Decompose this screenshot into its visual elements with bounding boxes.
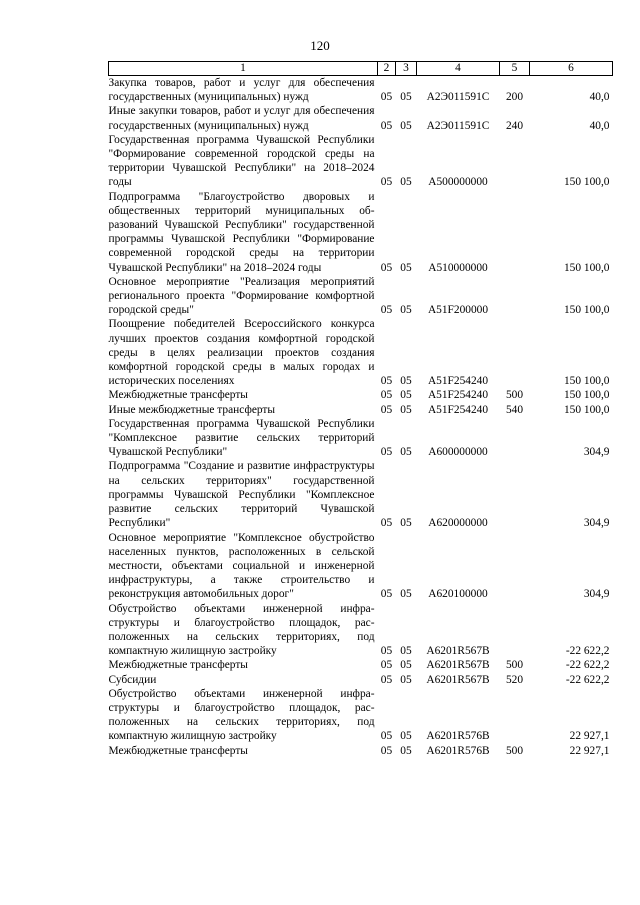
row-section: 05 [380, 261, 393, 274]
row-name: Обустройство объектами инженерной инфраструктуры и благоустройство площадок, расположенных на сельских территориях, под компактную жилищную застройку [108, 687, 375, 743]
row-target-article: А600000000 [428, 446, 488, 459]
row-name: Подпрограмма "Создание и развитие инфраструктуры на сельских территориях" государственной программы Чувашской Республики "Комплексное развитие сельских территорий Чувашской Республики" [108, 460, 375, 530]
header-col-1: 1 [109, 62, 378, 76]
row-name: Закупка товаров, работ и услуг для обеспечения государственных (муниципальных) нужд [108, 77, 375, 104]
row-subsection: 05 [400, 446, 412, 459]
row-expense-type: 500 [505, 389, 524, 402]
row-amount: 40,0 [589, 91, 610, 104]
row-subsection: 05 [400, 645, 412, 658]
row-section: 05 [380, 119, 393, 132]
row-amount: 150 100,0 [563, 176, 610, 189]
row-subsection: 05 [400, 119, 412, 132]
row-subsection: 05 [400, 659, 412, 672]
row-target-article: А6201R576В [426, 744, 490, 757]
row-expense-type: 240 [505, 119, 524, 132]
row-expense-type [500, 687, 530, 744]
row-expense-type [500, 417, 530, 460]
row-amount: 150 100,0 [563, 304, 610, 317]
row-subsection: 05 [400, 176, 412, 189]
row-target-article: А6201R567В [426, 645, 490, 658]
row-amount: 150 100,0 [563, 261, 610, 274]
row-expense-type: 540 [505, 403, 524, 416]
row-subsection: 05 [400, 673, 412, 686]
row-amount: 150 100,0 [563, 389, 610, 402]
row-name: Подпрограмма "Благоустройство дворовых и общественных территорий муниципальных образований Чувашской Республики" государственной программы Чувашской Республики "Формирование современной городской среды на территории Чувашской Республики" на 2018–2024 годы [108, 190, 375, 274]
row-section: 05 [380, 645, 393, 658]
row-name: Основное мероприятие "Комплексное обустройство населенных пунктов, расположенных в сельской местности, объектами социальной и инженерной инфраструктуры, а также строительство и реконструкция автомобильных дорог" [108, 531, 375, 601]
row-subsection: 05 [400, 91, 412, 104]
row-expense-type: 500 [505, 744, 524, 757]
row-subsection: 05 [400, 403, 412, 416]
row-amount: 150 100,0 [563, 403, 610, 416]
row-name: Межбюджетные трансферты [108, 744, 248, 757]
table-row [109, 658, 613, 672]
row-amount: 22 927,1 [569, 730, 610, 743]
row-name: Межбюджетные трансферты [108, 659, 248, 672]
table-row [109, 133, 613, 190]
row-section: 05 [380, 403, 393, 416]
row-amount: 22 927,1 [569, 744, 610, 757]
row-name: Субсидии [108, 673, 157, 686]
row-expense-type [500, 133, 530, 190]
row-section: 05 [380, 673, 393, 686]
table-row [109, 190, 613, 275]
row-subsection: 05 [400, 730, 412, 743]
row-amount: 304,9 [583, 446, 610, 459]
row-section: 05 [380, 446, 393, 459]
row-amount: 150 100,0 [563, 375, 610, 388]
header-col-3: 3 [396, 62, 417, 76]
row-expense-type [500, 602, 530, 659]
row-section: 05 [380, 389, 393, 402]
table-header-row [109, 62, 613, 76]
row-expense-type [500, 275, 530, 318]
row-target-article: А51F200000 [427, 304, 489, 317]
row-name: Основное мероприятие "Реализация мероприятий регионального проекта "Формирование комфортной городской среды" [108, 275, 375, 317]
row-section: 05 [380, 304, 393, 317]
row-target-article: А500000000 [428, 176, 488, 189]
row-subsection: 05 [400, 588, 412, 601]
row-amount: 40,0 [589, 119, 610, 132]
row-target-article: А6201R567В [426, 659, 490, 672]
row-name: Поощрение победителей Всероссийского конкурса лучших проектов создания комфортной городской среды в целях реализации проектов создания комфортной городской среды в малых городах и исторических поселениях [108, 318, 375, 388]
row-name: Иные межбюджетные трансферты [108, 403, 276, 416]
table-row [109, 673, 613, 687]
table-row [109, 687, 613, 744]
table-body [109, 76, 613, 758]
row-amount: -22 622,2 [565, 673, 610, 686]
row-expense-type [500, 459, 530, 530]
row-subsection: 05 [400, 375, 412, 388]
row-section: 05 [380, 744, 393, 757]
row-amount: 304,9 [583, 588, 610, 601]
table-row [109, 744, 613, 758]
row-name: Государственная программа Чувашской Республики "Комплексное развитие сельских территорий Чувашской Республики" [108, 417, 375, 459]
row-subsection: 05 [400, 744, 412, 757]
row-expense-type [500, 531, 530, 602]
row-section: 05 [380, 517, 393, 530]
table-row [109, 104, 613, 132]
page-number: 120 [310, 38, 330, 53]
row-name: Обустройство объектами инженерной инфраструктуры и благоустройство площадок, расположенных на сельских территориях, под компактную жилищную застройку [108, 602, 375, 658]
table-row [109, 459, 613, 530]
row-target-article: А510000000 [428, 261, 488, 274]
table-row [109, 76, 613, 105]
row-expense-type: 200 [505, 91, 524, 104]
row-target-article: А51F254240 [427, 403, 489, 416]
row-target-article: А620000000 [428, 517, 488, 530]
row-name: Государственная программа Чувашской Республики "Формирование современной городской среды на территории Чувашской Республики" на 2018–2024 годы [108, 133, 375, 189]
row-target-article: А2Э011591С [426, 91, 490, 104]
header-col-6: 6 [530, 62, 613, 76]
header-col-4: 4 [417, 62, 500, 76]
table-row [109, 403, 613, 417]
row-subsection: 05 [400, 304, 412, 317]
row-target-article: А620100000 [428, 588, 488, 601]
row-section: 05 [380, 588, 393, 601]
row-name: Межбюджетные трансферты [108, 389, 248, 402]
row-subsection: 05 [400, 517, 412, 530]
row-amount: -22 622,2 [565, 645, 610, 658]
table-row [109, 317, 613, 388]
row-expense-type [500, 317, 530, 388]
row-name: Иные закупки товаров, работ и услуг для обеспечения государственных (муниципальных) нужд [108, 105, 375, 132]
budget-table [108, 61, 613, 758]
table-row [109, 602, 613, 659]
table-row [109, 275, 613, 318]
row-section: 05 [380, 659, 393, 672]
row-target-article: А6201R576В [426, 730, 490, 743]
row-amount: 304,9 [583, 517, 610, 530]
header-col-5: 5 [500, 62, 530, 76]
row-target-article: А51F254240 [427, 375, 489, 388]
table-row [109, 417, 613, 460]
row-section: 05 [380, 730, 393, 743]
row-target-article: А51F254240 [427, 389, 489, 402]
row-target-article: А2Э011591С [426, 119, 490, 132]
row-section: 05 [380, 176, 393, 189]
row-expense-type: 520 [505, 673, 524, 686]
row-amount: -22 622,2 [565, 659, 610, 672]
row-section: 05 [380, 91, 393, 104]
table-row [109, 531, 613, 602]
table-row [109, 388, 613, 402]
row-target-article: А6201R567В [426, 673, 490, 686]
row-subsection: 05 [400, 261, 412, 274]
row-subsection: 05 [400, 389, 412, 402]
row-expense-type [500, 190, 530, 275]
header-col-2: 2 [378, 62, 396, 76]
row-expense-type: 500 [505, 659, 524, 672]
row-section: 05 [380, 375, 393, 388]
